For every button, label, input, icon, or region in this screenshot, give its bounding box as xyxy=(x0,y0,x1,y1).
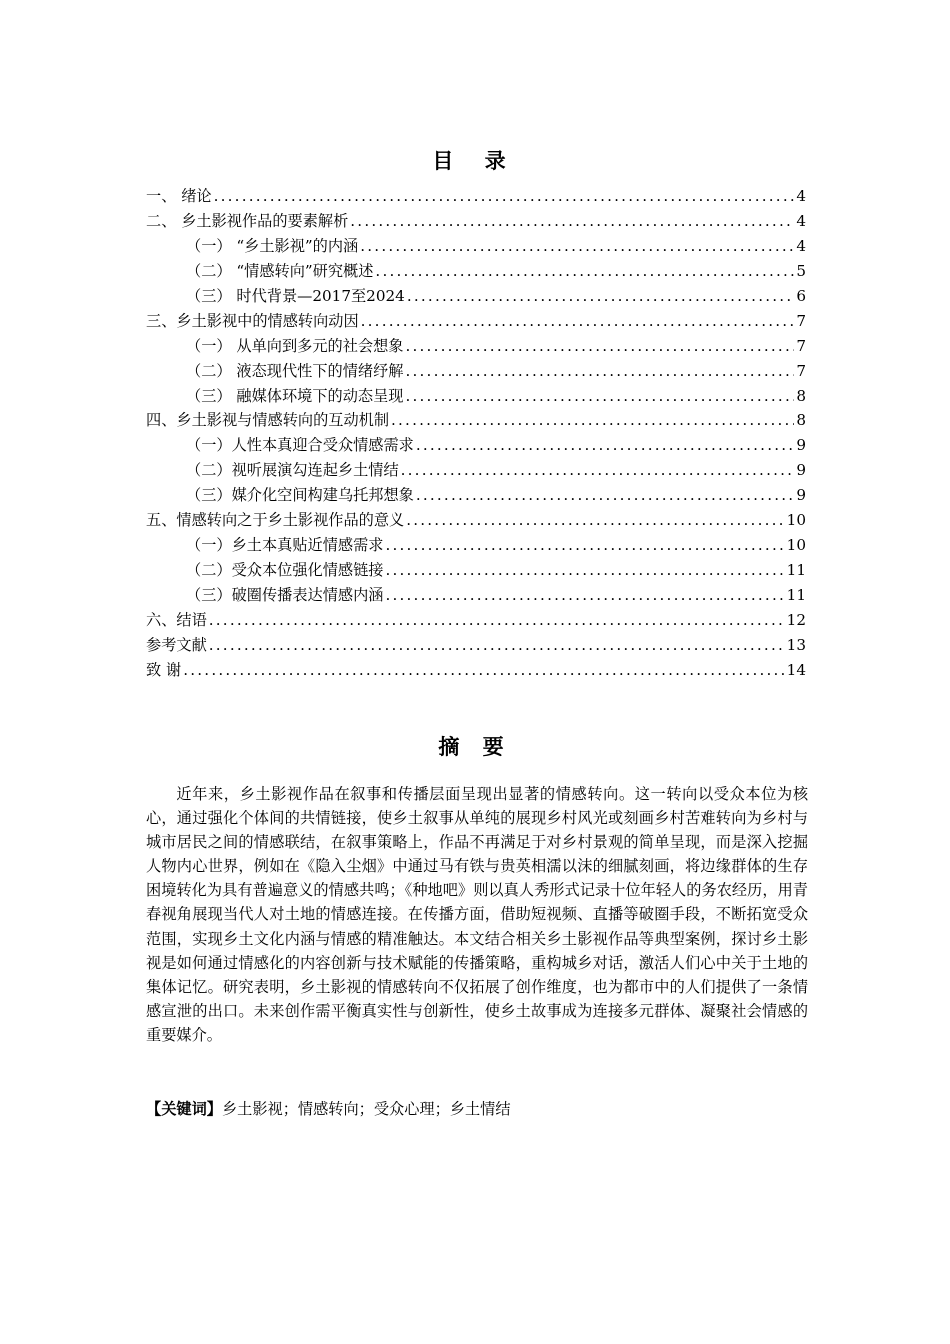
toc-entry-title: （一） “乡土影视”的内涵 xyxy=(186,236,359,255)
toc-entry[interactable] xyxy=(146,533,806,558)
toc-page-number: 7 xyxy=(796,336,806,355)
toc-entry-title: （三）破圈传播表达情感内涵 xyxy=(186,586,384,604)
toc-entry-title: （三） 时代背景—2017至2024 xyxy=(186,286,405,305)
toc-page-number: 8 xyxy=(796,386,806,405)
toc-dot-leader xyxy=(209,608,785,633)
toc-entry[interactable] xyxy=(146,483,806,508)
toc-page-number: 14 xyxy=(786,660,806,679)
toc-page-number: 6 xyxy=(796,286,806,305)
toc-entry-title: 六、结语 xyxy=(146,610,207,629)
toc-entry-title: 一、 绪论 xyxy=(146,187,212,205)
toc-dot-leader xyxy=(385,558,784,583)
toc-dot-leader xyxy=(407,284,795,309)
toc-dot-leader xyxy=(183,658,784,683)
toc-dot-leader xyxy=(385,533,784,558)
toc-page-number: 7 xyxy=(796,361,806,380)
toc-dot-leader xyxy=(416,433,795,458)
toc-dot-leader xyxy=(361,309,795,334)
toc-entry-title: （二）受众本位强化情感链接 xyxy=(186,561,384,580)
toc-entry[interactable] xyxy=(146,384,806,409)
toc-entry[interactable] xyxy=(146,408,806,433)
toc-dot-leader xyxy=(214,184,795,209)
toc-entry-title: （三） 融媒体环境下的动态呈现 xyxy=(186,386,404,405)
toc-page-number: 11 xyxy=(786,586,806,604)
toc-page-number: 5 xyxy=(796,261,806,280)
toc-entry[interactable] xyxy=(146,558,806,583)
toc-page-number: 9 xyxy=(796,486,806,505)
toc-entry-title: 致 谢 xyxy=(146,660,182,679)
toc-page-number: 4 xyxy=(796,187,806,205)
toc-entry[interactable] xyxy=(146,309,806,334)
toc-entry-title: 五、情感转向之于乡土影视作品的意义 xyxy=(146,511,405,530)
abstract-title: 摘 要 xyxy=(438,735,512,759)
toc-dot-leader xyxy=(405,359,794,384)
toc-entry[interactable] xyxy=(146,583,806,608)
toc-entry[interactable] xyxy=(146,334,806,359)
toc-page-number: 10 xyxy=(786,536,806,555)
keywords-text: 乡土影视；情感转向；受众心理；乡土情结 xyxy=(221,1100,511,1118)
toc-dot-leader xyxy=(401,458,795,483)
toc-entry[interactable] xyxy=(146,209,806,234)
toc-entry-title: 参考文献 xyxy=(146,635,207,654)
toc-dot-leader xyxy=(350,209,794,234)
toc-title: 目 录 xyxy=(432,149,518,173)
toc-page-number: 13 xyxy=(786,635,806,654)
toc-dot-leader xyxy=(416,483,795,508)
toc-page-number: 8 xyxy=(796,411,806,430)
toc-entry[interactable] xyxy=(146,284,806,309)
toc-dot-leader xyxy=(406,508,784,533)
toc-dot-leader xyxy=(391,408,794,433)
toc-entry[interactable] xyxy=(146,433,806,458)
toc-entry-title: （二） 液态现代性下的情绪纾解 xyxy=(186,361,404,380)
toc-dot-leader xyxy=(385,583,784,608)
toc-dot-leader xyxy=(209,633,785,658)
toc-page-number: 7 xyxy=(796,311,806,330)
toc-entry-title: 四、乡土影视与情感转向的互动机制 xyxy=(146,411,389,430)
toc-page-number: 10 xyxy=(786,511,806,530)
toc-entry[interactable] xyxy=(146,234,806,259)
toc-entry[interactable] xyxy=(146,508,806,533)
toc-dot-leader xyxy=(360,234,794,259)
toc-entry-title: 二、 乡土影视作品的要素解析 xyxy=(146,211,349,230)
toc-entry[interactable] xyxy=(146,359,806,384)
toc-page-number: 12 xyxy=(786,610,806,629)
toc-page-number: 4 xyxy=(796,211,806,230)
toc-entry-title: 三、乡土影视中的情感转向动因 xyxy=(146,311,359,330)
toc-entry-title: （三）媒介化空间构建乌托邦想象 xyxy=(186,486,414,505)
toc-page-number: 4 xyxy=(796,236,806,255)
toc-entry-title: （一）乡土本真贴近情感需求 xyxy=(186,536,384,555)
toc-entry[interactable] xyxy=(146,184,806,209)
toc-entry-title: （一）人性本真迎合受众情感需求 xyxy=(186,436,414,455)
toc-dot-leader xyxy=(375,259,794,284)
toc-dot-leader xyxy=(405,334,794,359)
toc-entry[interactable] xyxy=(146,633,806,658)
toc-entry[interactable] xyxy=(146,458,806,483)
toc-entry[interactable] xyxy=(146,658,806,683)
abstract-body: 近年来，乡土影视作品在叙事和传播层面呈现出显著的情感转向。这一转向以受众本位为核心，通过强化个体间的共情链接，使乡土叙事从单纯的展现乡村风光或刻画乡村苦难转向为乡村与城市居民之间的情感联结，在叙事策略上，作品不再满足于对乡村景观的简单呈现，而是深入挖掘人物内心世界，例如在《隐入尘烟》中通过马有铁与贵英相濡以沫的细腻刻画，将边缘群体的生存困境转化为具有普遍意义的情感共鸣；《种地吧》则以真人秀形式记录十位年轻人的务农经历，用青春视角展现当代人对土地的情感连接。在传播方面，借助短视频、直播等破圈手段，不断拓宽受众范围，实现乡土文化内涵与情感的精准触达。本文结合相关乡土影视作品等典型案例，探讨乡土影视是如何通过情感化的内容创新与技术赋能的传播策略，重构城乡对话，激活人们心中关于土地的集体记忆。研究表明，乡土影视的情感转向不仅拓展了创作维度，也为都市中的人们提供了一条情感宣泄的出口。未来创作需平衡真实性与创新性，使乡土故事成为连接多元群体、凝聚社会情感的重要媒介。 xyxy=(146,785,808,1044)
toc-page-number: 9 xyxy=(796,436,806,455)
toc-entry-title: （二）视听展演勾连起乡土情结 xyxy=(186,461,399,480)
toc-entry-title: （二） “情感转向”研究概述 xyxy=(186,261,374,280)
toc-entry-title: （一） 从单向到多元的社会想象 xyxy=(186,336,404,355)
toc-page-number: 9 xyxy=(796,461,806,480)
toc-page-number: 11 xyxy=(786,561,806,580)
toc-dot-leader xyxy=(405,384,794,409)
toc-entry[interactable] xyxy=(146,259,806,284)
table-of-contents xyxy=(146,184,806,683)
toc-entry[interactable] xyxy=(146,608,806,633)
keywords-label: 【关键词】 xyxy=(146,1100,222,1118)
keywords-line xyxy=(146,1097,808,1121)
